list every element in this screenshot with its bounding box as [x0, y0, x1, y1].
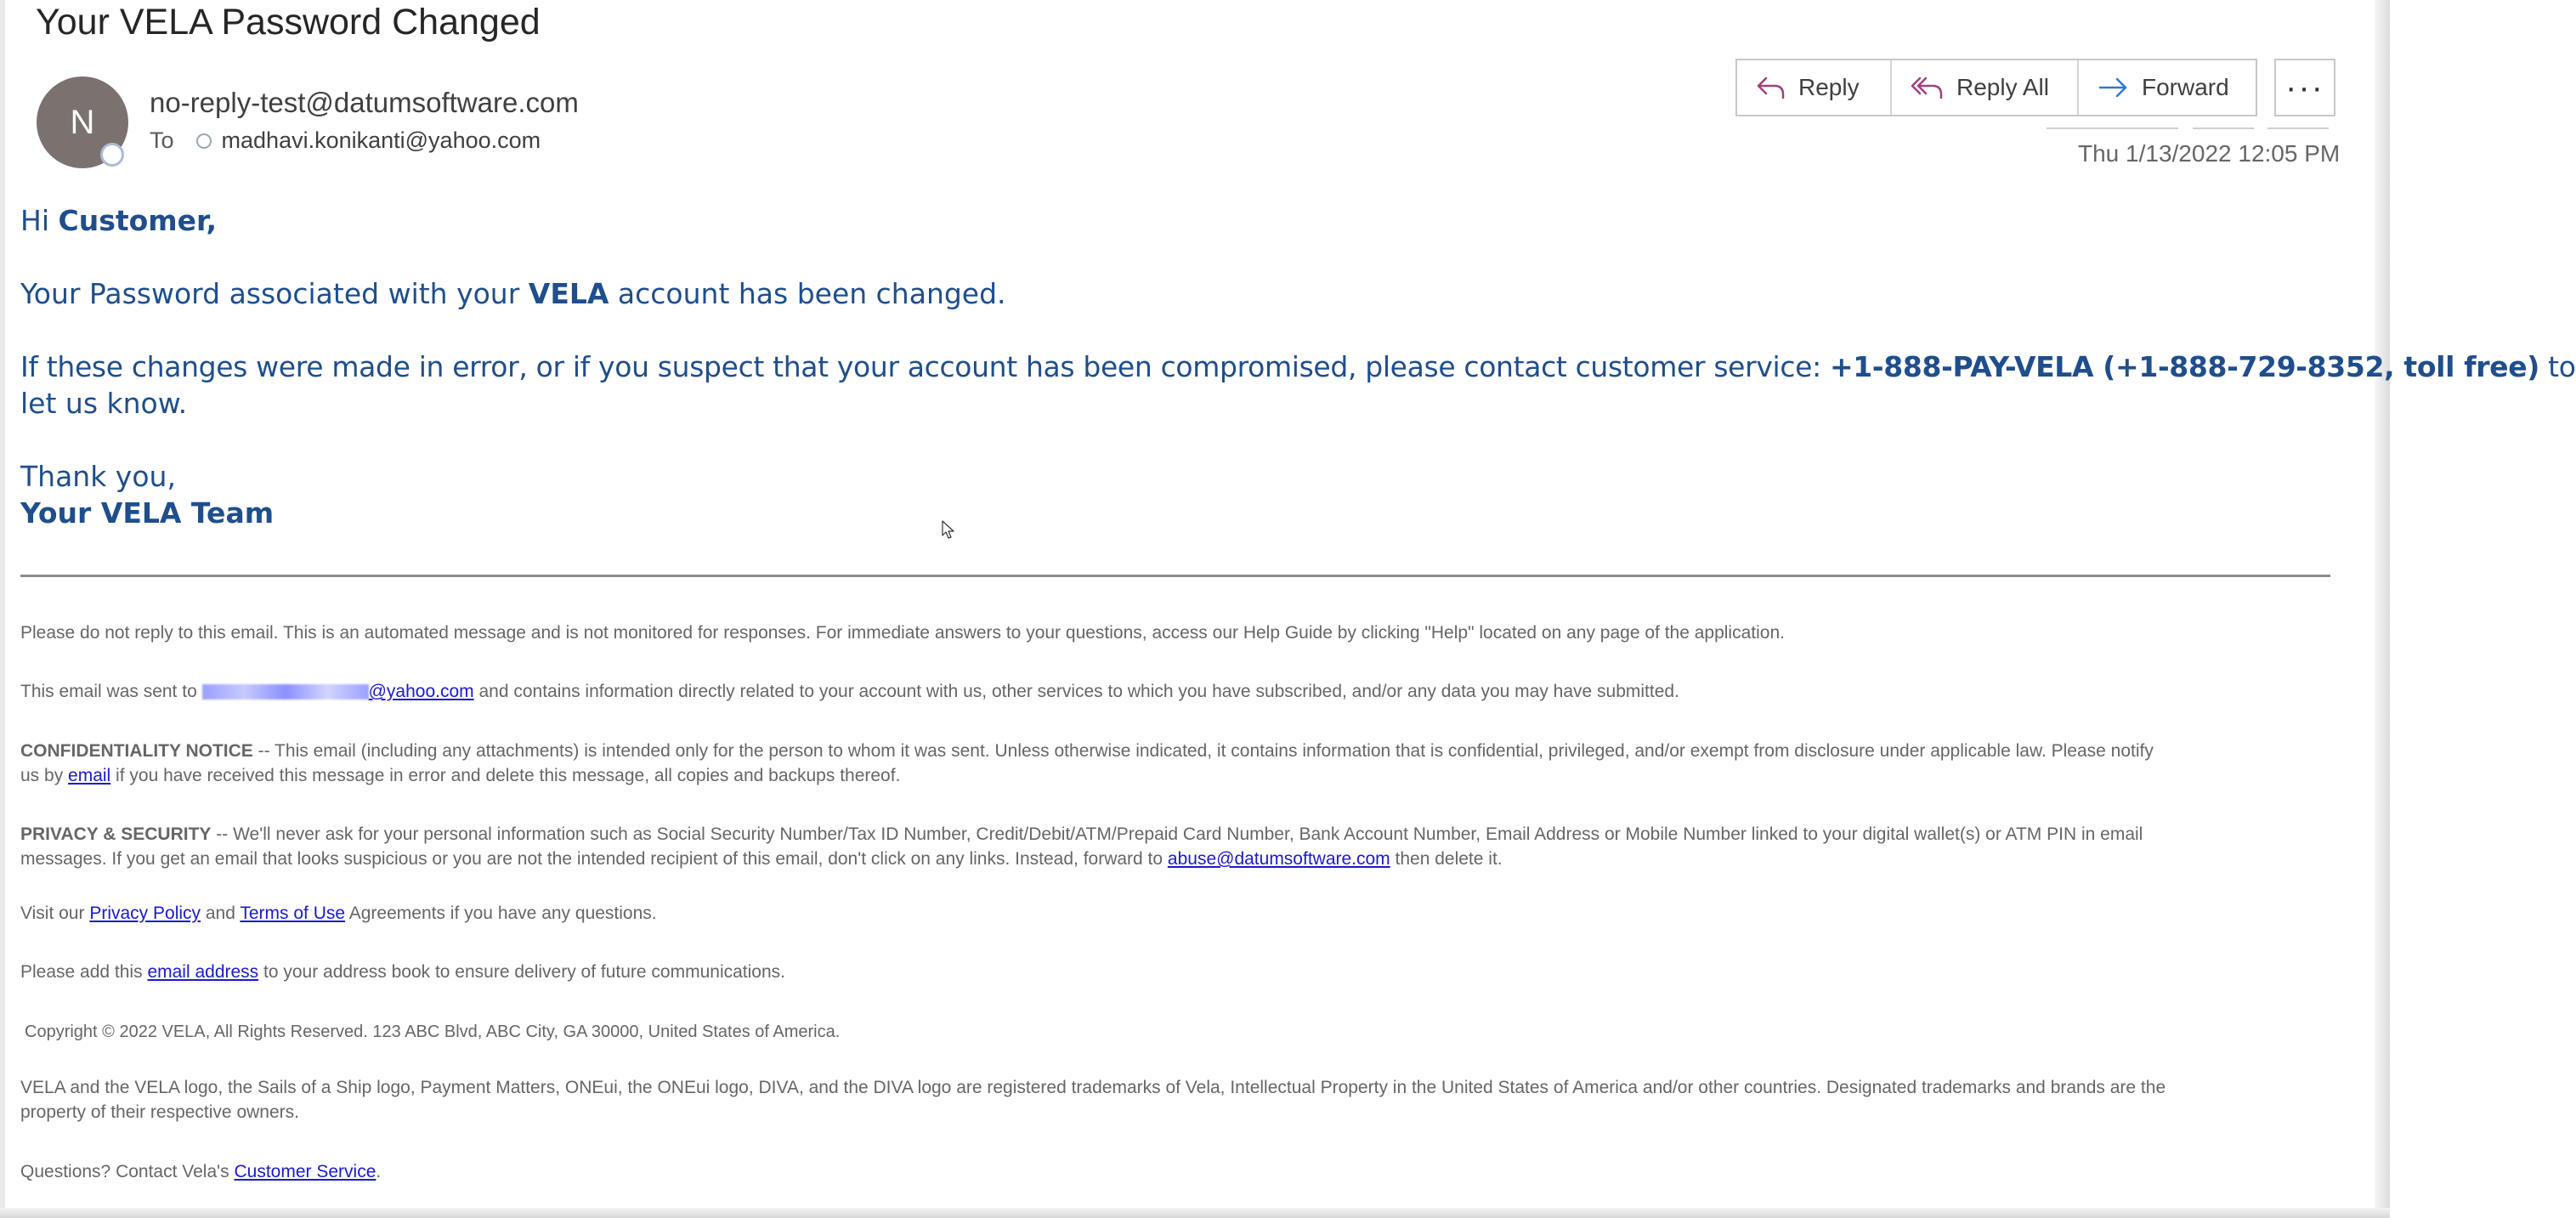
email-subject: Your VELA Password Changed: [36, 2, 541, 42]
window-right-edge: [2375, 0, 2390, 1218]
confidentiality-body: -- This email (including any attachments) is intended only for the person to whom it was sent. Unless otherwise indicated, it contains information that is confidential, privileged, and/or exempt from disclosure under applicable law. Please notify: [252, 741, 2154, 761]
trademark-line2: property of their respective owners.: [20, 1102, 299, 1122]
f5-suffix: Agreements if you have any questions.: [345, 904, 657, 923]
privacy-body: -- We'll never ask for your personal information such as Social Security Number/Tax ID Number, Credit/Debit/ATM/Prepaid Card Number, Bank Account Number, Email Address or Mobile Number linked to your digital wallet(s) or ATM PIN in email: [211, 824, 2143, 844]
privacy-line2: [20, 847, 2332, 871]
support-phone: +1-888-PAY-VELA (+1-888-729-8352, toll free): [1830, 350, 2539, 383]
contact-notice: [20, 1159, 2332, 1184]
f3-prefix: us by: [20, 766, 69, 785]
recipient-address[interactable]: madhavi.konikanti@yahoo.com: [221, 127, 541, 153]
thanks-line: Thank you,: [20, 460, 176, 493]
policy-notice: [20, 901, 2332, 926]
reply-all-label: Reply All: [1956, 74, 2049, 100]
avatar-initial: N: [70, 103, 95, 141]
forward-label: Forward: [2142, 74, 2229, 100]
sent-to-notice: [20, 679, 2332, 704]
more-actions-button[interactable]: [2274, 59, 2335, 116]
recipient-presence-icon: [196, 133, 212, 149]
trademark-line1: VELA and the VELA logo, the Sails of a Ship logo, Payment Matters, ONEui, the ONEui logo, DIVA, and the DIVA logo are registered trademarks of Vela, Intellectual Property in the United States of America and/or other countries. Designated trademarks and brands are the: [20, 1078, 2166, 1097]
greeting: [20, 204, 217, 237]
received-date: Thu 1/13/2022 12:05 PM: [2078, 140, 2341, 167]
window-left-edge: [0, 0, 5, 1218]
f2-suffix: and contains information directly related to your account with us, other services to which you have subscribed, and/or any data you may have submitted.: [473, 682, 1679, 701]
sent-to-link[interactable]: [202, 682, 474, 701]
address-book-notice: [20, 960, 2332, 984]
mouse-cursor-icon: [942, 520, 955, 541]
p2-suffix: to: [2539, 350, 2576, 383]
f5-prefix: Visit our: [20, 904, 90, 923]
privacy-policy-link[interactable]: Privacy Policy: [89, 904, 201, 923]
no-reply-notice: Please do not reply to this email. This is an automated message and is not monitored for responses. For immediate answers to your questions, access our Help Guide by clicking "Help" located on any page of the application.: [20, 623, 1785, 643]
confidentiality-notice: [20, 739, 2332, 788]
privacy-security-notice: [20, 822, 2332, 871]
confidentiality-title: CONFIDENTIALITY NOTICE: [20, 741, 253, 761]
privacy-line1: [20, 822, 2332, 847]
reply-all-icon: [1911, 75, 1945, 100]
message-actions: [1735, 59, 2257, 116]
f9-suffix: .: [376, 1162, 382, 1181]
toolbar-separator: [2267, 127, 2329, 129]
sender-address[interactable]: no-reply-test@datumsoftware.com: [150, 87, 579, 118]
footer-divider: [20, 575, 2330, 577]
f4-prefix: messages. If you get an email that looks suspicious or you are not the intended recipient of this email, don't click on any links. Instead, forward to: [20, 849, 1168, 869]
copyright-notice: Copyright © 2022 VELA, All Rights Reserved. 123 ABC Blvd, ABC City, GA 30000, United States of America.: [25, 1023, 841, 1041]
contact-paragraph-line1: [20, 350, 2576, 383]
f4-suffix: then delete it.: [1390, 849, 1503, 869]
recipient-line: [150, 127, 541, 154]
confidentiality-line2: [20, 763, 2332, 788]
password-changed-paragraph: [20, 277, 1006, 310]
greeting-name: Customer,: [58, 204, 218, 237]
window-bottom-edge: [0, 1208, 2390, 1218]
p1-prefix: Your Password associated with your: [20, 277, 529, 310]
contact-paragraph-line2: let us know.: [20, 387, 188, 420]
email-address-link[interactable]: email address: [147, 962, 259, 982]
f3-suffix: if you have received this message in error and delete this message, all copies and backups thereof.: [110, 766, 901, 785]
f2-prefix: This email was sent to: [20, 682, 202, 701]
f6-suffix: to your address book to ensure delivery of future communications.: [258, 962, 785, 982]
reply-button[interactable]: [1737, 60, 1892, 115]
forward-icon: [2098, 75, 2130, 100]
sent-to-link-text: @yahoo.com: [368, 682, 474, 701]
customer-service-link[interactable]: Customer Service: [234, 1162, 376, 1181]
to-label: To: [150, 127, 174, 153]
signature: Your VELA Team: [20, 496, 275, 530]
reply-icon: [1756, 75, 1786, 100]
confidentiality-line1: [20, 739, 2332, 763]
privacy-title: PRIVACY & SECURITY: [20, 824, 212, 844]
reply-label: Reply: [1798, 74, 1860, 100]
abuse-email-link[interactable]: abuse@datumsoftware.com: [1167, 849, 1390, 869]
p1-brand: VELA: [528, 277, 609, 310]
more-icon: ···: [2285, 68, 2324, 106]
terms-of-use-link[interactable]: Terms of Use: [240, 904, 346, 923]
email-link[interactable]: email: [68, 766, 111, 785]
p1-suffix: account has been changed.: [609, 277, 1006, 310]
f9-prefix: Questions? Contact Vela's: [20, 1162, 235, 1181]
f6-prefix: Please add this: [20, 962, 148, 982]
redacted-email: [202, 684, 369, 700]
forward-button[interactable]: [2079, 60, 2256, 115]
toolbar-separator: [2193, 127, 2254, 129]
p2-prefix: If these changes were made in error, or if you suspect that your account has been compromised, please contact customer service:: [20, 350, 1830, 383]
toolbar-separator: [2047, 127, 2178, 129]
greeting-prefix: Hi: [20, 204, 59, 237]
reply-all-button[interactable]: [1892, 60, 2079, 115]
trademark-notice: [20, 1075, 2332, 1125]
f5-mid: and: [201, 904, 241, 923]
presence-status-icon: [100, 143, 124, 167]
